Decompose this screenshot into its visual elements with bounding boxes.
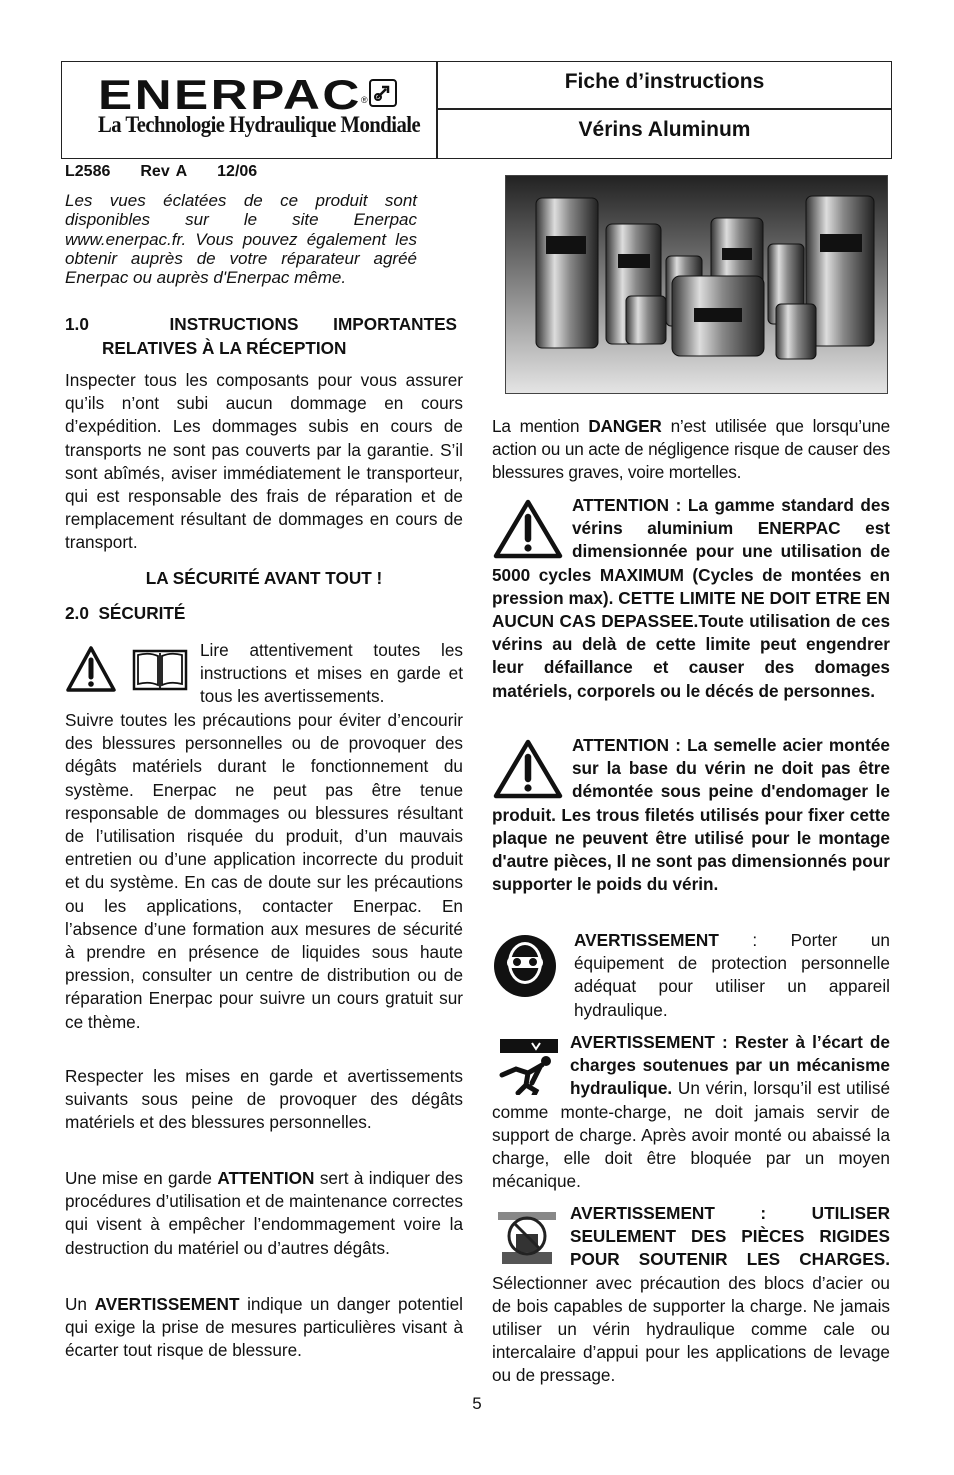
warning-block-ppe (492, 929, 890, 1022)
warning-ppe-text: : Porter un équipement de protection personnelle adéquat pour utiliser un appareil hydraulique. (574, 930, 890, 1020)
attention-definition (65, 1167, 463, 1260)
warning-triangle-icon (492, 498, 564, 560)
doc-title: Vérins Aluminum (578, 118, 751, 141)
warning-definition (65, 1293, 463, 1363)
attention-base-plate-text: ATTENTION : La semelle acier montée sur la base du vérin ne doit pas être démontée sous peine d'endomager le produit. Les trous filetés utilisés pour fixer cette plaque ne peuvent être utilisé pour le montage d'autre pièces, Il ne sont pas dimensionnés pour supporter le poids du vérin. (492, 735, 890, 895)
doc-rev: Rev A (140, 163, 188, 180)
doc-date: 12/06 (217, 163, 258, 180)
warning-rigid-keyword: AVERTISSEMENT : UTILISER SEULEMENT DES PIÈCES RIGIDES POUR SOUTENIR LES CHARGES. (570, 1203, 890, 1270)
warning-triangle-icon (65, 645, 117, 693)
intro-note: Les vues éclatées de ce produit sont disponibles sur le site Enerpac www.enerpac.fr. Vous pouvez également les obtenir auprès de votre réparateur agréé Enerpac ou auprès d'Enerpac même. (65, 191, 417, 288)
warning-rigid-text: Sélectionner avec précaution des blocs d’acier ou de bois capables de supporter la charge. Ne jamais utiliser un vérin hydraulique comme cale ou intercalaire d’appui pour les applications de levage ou de pressage. (492, 1272, 890, 1386)
page-number: 5 (472, 1394, 482, 1413)
doc-type: Fiche d’instructions (564, 70, 765, 93)
product-photo (505, 175, 888, 394)
section-2-intro: Lire attentivement toutes les instructions et mises en garde et tous les avertissements. (200, 640, 463, 707)
warning-block-load (492, 1031, 890, 1193)
logo-mark-icon (369, 79, 397, 107)
danger-def-post: n’est utilisée que lorsqu’une action ou un acte de négligence risque de causer des blessures graves, voire mortelles. (492, 416, 890, 483)
warning-keyword: AVERTISSEMENT (94, 1294, 240, 1314)
registered-mark: ® (361, 95, 368, 105)
danger-def-pre: La mention (492, 416, 589, 436)
section-1-number: 1.0 (65, 314, 89, 334)
section-1-title-line2: RELATIVES À LA RÉCEPTION (102, 337, 347, 358)
warning-triangle-icon (492, 738, 564, 800)
doc-code: L2586 (65, 163, 111, 180)
warning-def-post: indique un danger potentiel qui exige la prise de mesures particulières visant à écarter tout risque de blessure. (65, 1294, 464, 1361)
attention-def-pre: Une mise en garde (65, 1168, 218, 1188)
safety-icons (65, 645, 190, 695)
safety-first-heading: LA SÉCURITÉ AVANT TOUT ! (145, 568, 383, 588)
warning-load-text: Un vérin, lorsqu’il est utilisé comme monte-charge, ne doit jamais servir de support de charge. Après avoir monté ou abaissé la charge, elle doit être bloquée par un moyen mécanique. (492, 1078, 890, 1192)
respect-paragraph: Respecter les mises en garde et avertissements suivants sous peine de provoquer des dégâts matériels et des blessures personnelles. (65, 1066, 463, 1133)
danger-definition (492, 415, 890, 485)
attention-block-base-plate (492, 734, 890, 896)
section-2-heading: 2.0 SÉCURITÉ (65, 603, 186, 623)
section-2-body: Suivre toutes les précautions pour éviter d’encourir des blessures personnelles ou de provoquer des dégâts matériels durant le fonctionnement du système. Enerpac ne peut pas être tenue responsable de dommages ou blessures résultant de l’utilisation risquée du produit, d’un mauvais entretien ou d’une application incorrecte du produit et du système. En cas de doute sur les précautions ou les applications, contacter Enerpac. En l’absence d’une formation aux mesures de sécurité à prendre en présence de liquides sous haute pression, consulter un centre de distribution ou de réparation Enerpac pour suivre un cours gratuit sur ce thème. (65, 710, 463, 1032)
attention-def-post: sert à indiquer des procédures d’utilisation et de maintenance correctes qui visent à empêcher l’endommagement voire la destruction du matériel ou d’autres dégâts. (65, 1168, 463, 1258)
suspended-load-icon (492, 1035, 562, 1095)
brand-logo: ENERPAC (98, 71, 362, 118)
section-1-body: Inspecter tous les composants pour vous assurer qu’ils n’ont subi aucun dommage en cours d’expédition. Les dommages subis en cours de transports ne sont pas couverts par la garantie. S’il sont abîmés, aviser immédiatement le transporteur, qui est responsable des frais de réparation et de remplacement résultant de dommages en cours de transport. (65, 370, 463, 553)
section-1-title-line1: INSTRUCTIONS IMPORTANTES (169, 314, 457, 334)
manual-book-icon (132, 647, 188, 693)
safety-goggles-icon (492, 933, 562, 999)
warning-def-pre: Un (65, 1294, 95, 1314)
warning-keyword: AVERTISSEMENT (574, 930, 719, 950)
rigid-support-icon (492, 1206, 562, 1268)
danger-keyword: DANGER (588, 416, 662, 436)
warning-load-keyword: AVERTISSEMENT : Rester à l’écart de charges soutenues par un mécanisme hydraulique. (570, 1032, 890, 1099)
attention-block-cycles (492, 494, 890, 703)
section-1-heading (65, 313, 457, 360)
brand-tagline: La Technologie Hydraulique Mondiale (98, 112, 421, 137)
attention-cycles-text: ATTENTION : La gamme standard des vérins aluminium ENERPAC est dimensionnée pour une utilisation de 5000 cycles MAXIMUM (Cycles de montées en pression max). CETTE LIMITE NE DOIT ETRE EN AUCUN CAS DEPASSEE.Toute utilisation de ces vérins au delà de cette limite peut engendrer leur défaillance et causer des domages matériels, corporels ou le décés de personnes. (492, 495, 890, 701)
warning-block-rigid-parts (492, 1202, 890, 1388)
attention-keyword: ATTENTION (217, 1168, 315, 1188)
doc-reference (65, 163, 287, 181)
